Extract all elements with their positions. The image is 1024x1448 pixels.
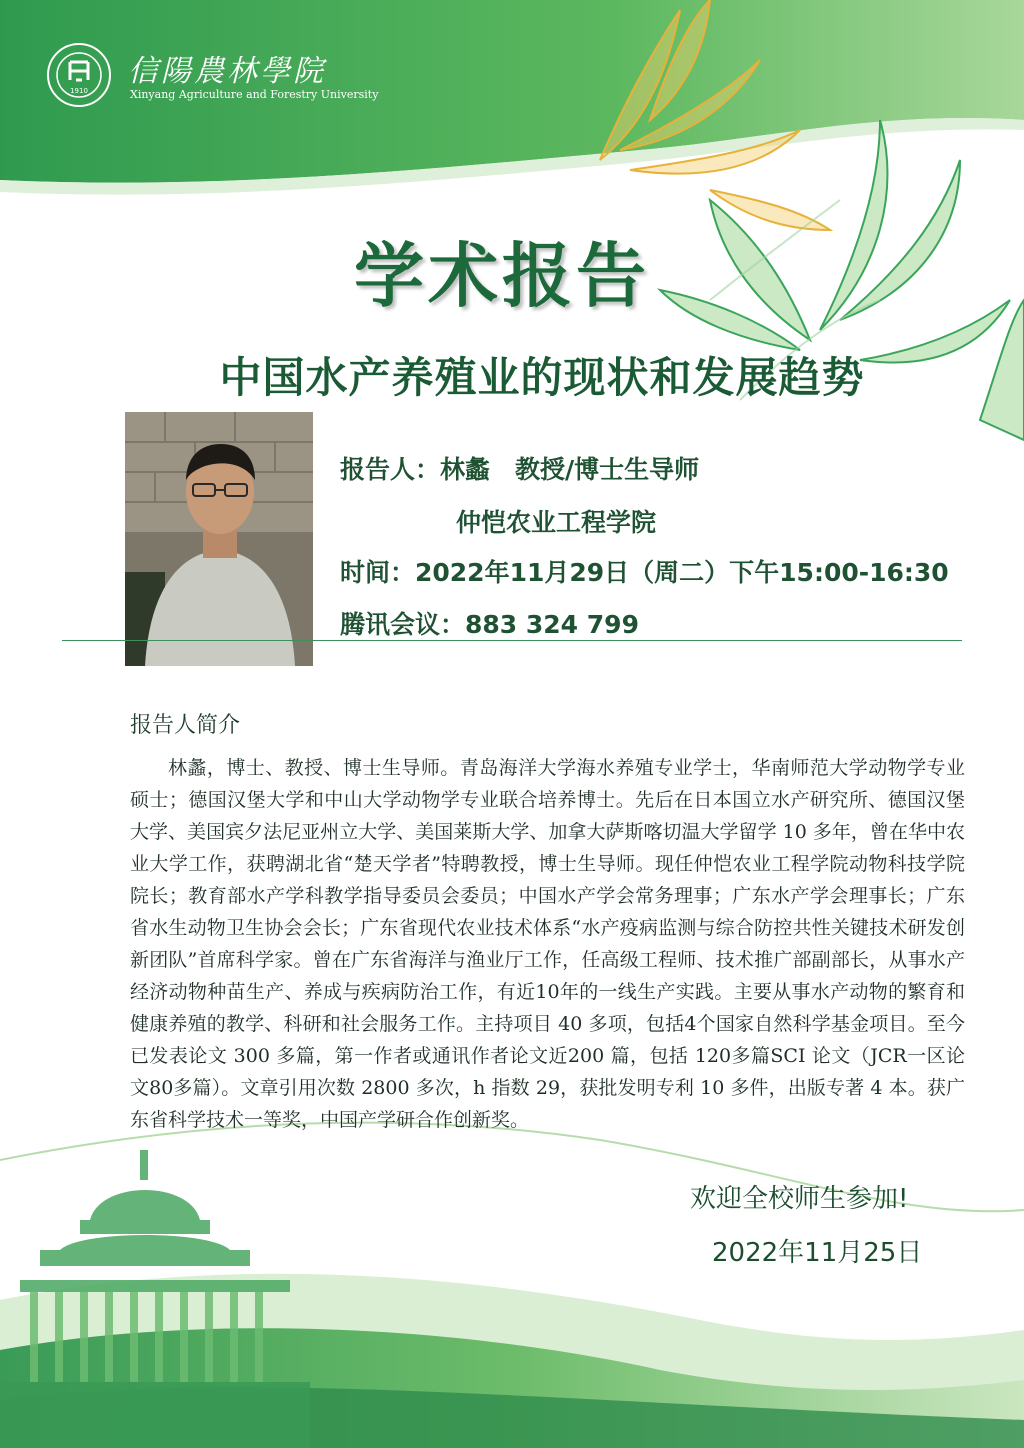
issue-date: 2022年11月25日 [712,1238,923,1268]
welcome-text: 欢迎全校师生参加! [690,1184,909,1214]
university-name-en: Xinyang Agriculture and Forestry University [130,88,379,101]
poster-title: 学术报告 [354,235,650,317]
speaker-affiliation: 仲恺农业工程学院 [456,508,657,537]
dome-building-icon [0,1150,330,1448]
event-time: 时间：2022年11月29日（周二）下午15:00-16:30 [340,558,949,587]
university-seal-icon [46,42,112,108]
speaker-name-title: 报告人：林蠡 教授/博士生导师 [340,455,700,484]
intro-heading: 报告人简介 [130,713,241,738]
seal-year: 1910 [70,87,88,95]
university-logo [46,42,379,108]
tencent-meeting-id: 腾讯会议：883 324 799 [340,610,639,639]
report-topic: 中国水产养殖业的现状和发展趋势 [219,353,865,402]
intro-body: 林蠡，博士、教授、博士生导师。青岛海洋大学海水养殖专业学士，华南师范大学动物学专业硕士；德国汉堡大学和中山大学动物学专业联合培养博士。先后在日本国立水产研究所、德国汉堡大学、美国宾夕法尼亚州立大学、美国莱斯大学、加拿大萨斯喀切温大学留学 10 多年，曾在华中农业大学工作，获聘湖北省“楚天学者”特聘教授，博士生导师。现任仲恺农业工程学院动物科技学院院长；教育部水产学科教学指导委员会委员；中国水产学会常务理事；广东水产学会理事长；广东省水生动物卫生协会会长；广东省现代农业技术体系“水产疫病监测与综合防控共性关键技术研发创新团队”首席科学家。曾在广东省海洋与渔业厅工作，任高级工程师、技术推广部副部长，从事水产经济动物种苗生产、养成与疾病防治工作，有近10年的一线生产实践。主要从事水产动物的繁育和健康养殖的教学、科研和社会服务工作。主持项目 40 多项，包括4个国家自然科学基金项目。至今已发表论文 300 多篇，第一作者或通讯作者论文近200 篇，包括 120多篇SCI 论文（JCR一区论文80多篇）。文章引用次数 2800 多次，h 指数 29，获批发明专利 10 多件，出版专著 4 本。获广东省科学技术一等奖，中国产学研合作创新奖。 [130,757,965,1131]
speaker-photo [125,412,313,666]
university-name-cn: 信陽農林學院 [128,54,326,89]
divider-line [62,640,962,641]
